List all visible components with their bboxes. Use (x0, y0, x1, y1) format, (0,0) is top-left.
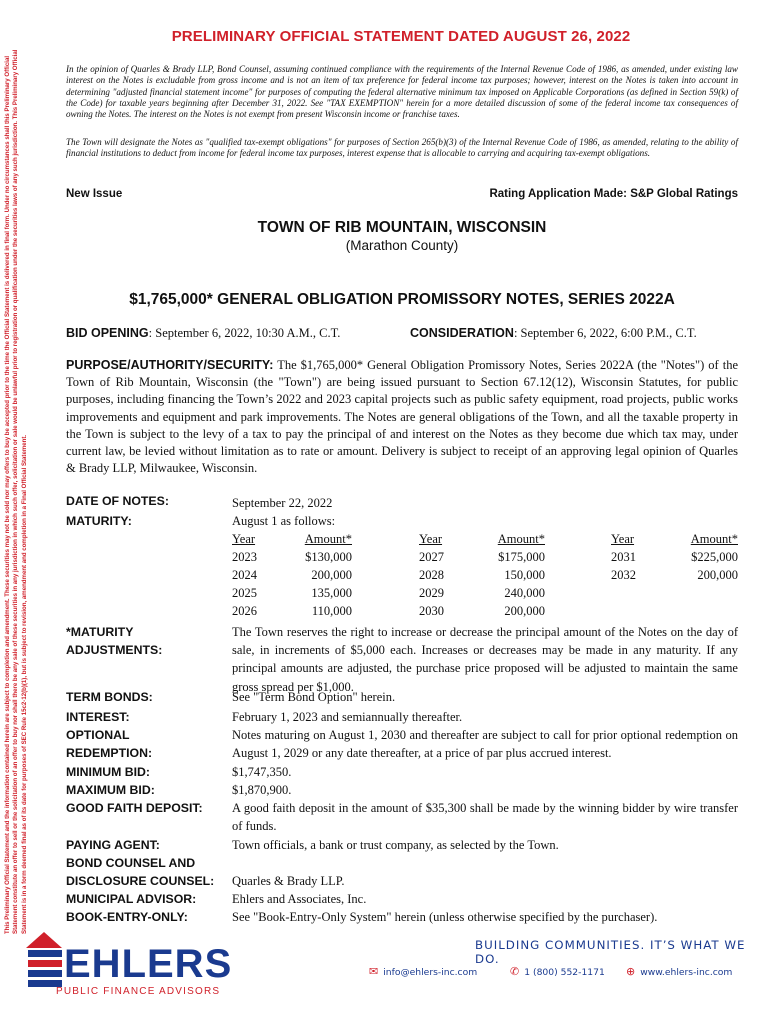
phone-icon: ✆ (510, 965, 520, 978)
rating-label: Rating Application Made: S&P Global Ratings (489, 188, 738, 200)
maturity-adjustments-label-1: *MATURITY (66, 625, 134, 639)
amount-header: Amount* (304, 532, 352, 546)
optional-redemption-label-2: REDEMPTION: (66, 746, 153, 760)
maximum-bid-value: $1,870,900. (232, 783, 292, 797)
year-cell: 2029 (419, 586, 444, 600)
year-cell: 2023 (232, 550, 257, 564)
date-of-notes-value: September 22, 2022 (232, 496, 333, 510)
maturity-amounts-col2 (487, 530, 545, 620)
phone-text: 1 (800) 552-1171 (524, 967, 605, 978)
phone-contact[interactable] (510, 965, 605, 978)
interest-value: February 1, 2023 and semiannually thereafter. (232, 710, 463, 724)
optional-redemption-value: Notes maturing on August 1, 2030 and thereafter are subject to call for prior optional redemption on August 1, 2029 or any date thereafter, at a price of par plus accrued interest. (232, 728, 738, 761)
term-bonds-value: See "Term Bond Option" herein. (232, 690, 396, 704)
term-bonds-label: TERM BONDS: (66, 690, 153, 704)
new-issue-label: New Issue (66, 188, 123, 200)
year-cell: 2024 (232, 568, 257, 582)
year-cell: 2031 (611, 550, 636, 564)
purpose-paragraph (66, 357, 738, 477)
good-faith-deposit-value: A good faith deposit in the amount of $35,300 shall be made by the winning bidder by wire transfer of funds. (232, 801, 738, 834)
disclosure-counsel-label: DISCLOSURE COUNSEL: (66, 874, 215, 888)
year-header: Year (419, 532, 443, 546)
purpose-label: PURPOSE/AUTHORITY/SECURITY: (66, 358, 274, 372)
year-header: Year (232, 532, 256, 546)
minimum-bid-value: $1,747,350. (232, 765, 292, 779)
maturity-value: August 1 as follows: (232, 514, 336, 528)
qualified-obligations-paragraph: The Town will designate the Notes as "qualified tax-exempt obligations" for purposes of Section 265(b)(3) of the Internal Revenue Code of 1986, as amended, relating to the ability of financial institutions to deduct from income for federal income tax purposes, interest expense that is allocable to carrying and acquiring tax-exempt obligations. (66, 137, 738, 159)
amount-cell: $175,000 (498, 550, 545, 564)
amount-header: Amount* (497, 532, 545, 546)
amount-header: Amount* (690, 532, 738, 546)
amount-cell: 150,000 (504, 568, 545, 582)
maturity-adjustments-label-2: ADJUSTMENTS: (66, 643, 163, 657)
paying-agent-value: Town officials, a bank or trust company, as selected by the Town. (232, 838, 559, 852)
side-disclaimer-text: This Preliminary Official Statement and the information contained herein are subject to completion and amendment. These securities may not be sold nor may offers to buy be accepted prior to the time the Official Statement is delivered in final form. Under no circumstances shall this Preliminary Official Statement constitute an offer to sell or the solicitation of an offer to buy nor shall there be any sale of these securities in any jurisdiction in which such offer, solicitation or sale would be unlawful prior to registration or qualification under the securities laws of any such jurisdiction. This Preliminary Official Statement is in a form deemed final as of its date for purposes of SEC Rule 15c2-12(b)(1), but is subject to revision, amendment and completion in a Final Official Statement. (4, 49, 28, 934)
year-cell: 2032 (611, 568, 636, 582)
book-entry-only-value: See "Book-Entry-Only System" herein (unless otherwise specified by the purchaser). (232, 910, 658, 924)
good-faith-deposit-label: GOOD FAITH DEPOSIT: (66, 801, 203, 815)
book-entry-only-label: BOOK-ENTRY-ONLY: (66, 910, 188, 924)
bond-counsel-label: BOND COUNSEL AND (66, 856, 196, 870)
maturity-years-col3 (611, 530, 636, 584)
amount-cell: 200,000 (504, 604, 545, 618)
maturity-amounts-col3 (678, 530, 738, 584)
paying-agent-label: PAYING AGENT: (66, 838, 160, 852)
amount-cell: 200,000 (697, 568, 738, 582)
slogan: BUILDING COMMUNITIES. IT’S WHAT WE DO. (475, 938, 746, 966)
offering-title: $1,765,000* GENERAL OBLIGATION PROMISSORY NOTES, SERIES 2022A (129, 291, 675, 308)
preliminary-heading: PRELIMINARY OFFICIAL STATEMENT DATED AUGUST 26, 2022 (171, 28, 631, 45)
year-cell: 2027 (419, 550, 444, 564)
minimum-bid-label: MINIMUM BID: (66, 765, 151, 779)
maturity-amounts-col1 (296, 530, 352, 620)
maximum-bid-label: MAXIMUM BID: (66, 783, 155, 797)
issuer-name: TOWN OF RIB MOUNTAIN, WISCONSIN (257, 219, 547, 236)
web-text: www.ehlers-inc.com (640, 967, 733, 978)
ehlers-wordmark: EHLERS (64, 942, 233, 986)
municipal-advisor-value: Ehlers and Associates, Inc. (232, 892, 367, 906)
globe-icon: ⊕ (626, 965, 636, 978)
consideration-value: : September 6, 2022, 6:00 P.M., C.T. (513, 326, 697, 340)
web-contact[interactable] (626, 965, 732, 978)
optional-redemption-label-1: OPTIONAL (66, 728, 130, 742)
side-disclaimer (4, 34, 44, 934)
bid-opening (66, 326, 340, 341)
year-cell: 2028 (419, 568, 444, 582)
bid-opening-value: : September 6, 2022, 10:30 A.M., C.T. (148, 326, 341, 340)
amount-cell: $130,000 (305, 550, 352, 564)
maturity-years-col1 (232, 530, 257, 620)
municipal-advisor-label: MUNICIPAL ADVISOR: (66, 892, 197, 906)
year-cell: 2026 (232, 604, 257, 618)
issuer-county: (Marathon County) (345, 238, 459, 253)
email-text: info@ehlers-inc.com (383, 967, 478, 978)
year-cell: 2030 (419, 604, 444, 618)
maturity-adjustments-value: The Town reserves the right to increase or decrease the principal amount of the Notes on the day of sale, in increments of $5,000 each. Increases or decreases may be made in any maturity. If any principal amounts are adjusted, the purchase price proposed will be adjusted to maintain the same gross spread per $1,000. (232, 625, 738, 694)
purpose-text: The $1,765,000* General Obligation Promissory Notes, Series 2022A (the "Notes") of the Town of Rib Mountain, Wisconsin (the "Town") are being issued pursuant to Section 67.12(12), Wisconsin Statutes, for public purposes, including financing the Town’s 2022 and 2023 capital projects such as public safety equipment, road projects, public works improvements and equipment and park improvements. The Notes are general obligations of the Town, and all the taxable property in the Town is subject to the levy of a tax to pay the principal of and interest on the Notes as they become due which tax may, under current law, be levied without limitation as to rate or amount. Delivery is subject to receipt of an approving legal opinion of Quarles & Brady LLP, Milwaukee, Wisconsin. (66, 358, 738, 476)
maturity-label: MATURITY: (66, 514, 132, 528)
year-cell: 2025 (232, 586, 257, 600)
email-contact[interactable] (369, 965, 477, 978)
amount-cell: 240,000 (504, 586, 545, 600)
amount-cell: $225,000 (691, 550, 738, 564)
amount-cell: 200,000 (311, 568, 352, 582)
maturity-years-col2 (419, 530, 444, 620)
tax-opinion-paragraph: In the opinion of Quarles & Brady LLP, Bond Counsel, assuming continued compliance with the requirements of the Internal Revenue Code of 1986, as amended, under existing law interest on the Notes is excludable from gross income and is not an item of tax preference for federal income tax purposes; however, interest on the Notes is taken into account in determining "adjusted financial statement income" for purposes of computing the federal alternative minimum tax imposed on Applicable Corporations (as defined in Section 59(k) of the Code) for taxable years beginning after December 31, 2022. See "TAX EXEMPTION" herein for a more detailed discussion of some of the federal income tax consequences of owning the Notes. The interest on the Notes is not exempt from present Wisconsin income or franchise taxes. (66, 64, 738, 120)
email-icon: ✉ (369, 965, 379, 978)
ehlers-tagline: PUBLIC FINANCE ADVISORS (56, 986, 221, 997)
ehlers-logo (24, 930, 234, 1016)
amount-cell: 110,000 (311, 604, 352, 618)
disclosure-counsel-value: Quarles & Brady LLP. (232, 874, 345, 888)
consideration-label: CONSIDERATION (410, 326, 514, 340)
date-of-notes-label: DATE OF NOTES: (66, 494, 169, 508)
consideration (410, 326, 697, 341)
amount-cell: 135,000 (311, 586, 352, 600)
interest-label: INTEREST: (66, 710, 130, 724)
year-header: Year (611, 532, 635, 546)
bid-opening-label: BID OPENING (66, 326, 149, 340)
